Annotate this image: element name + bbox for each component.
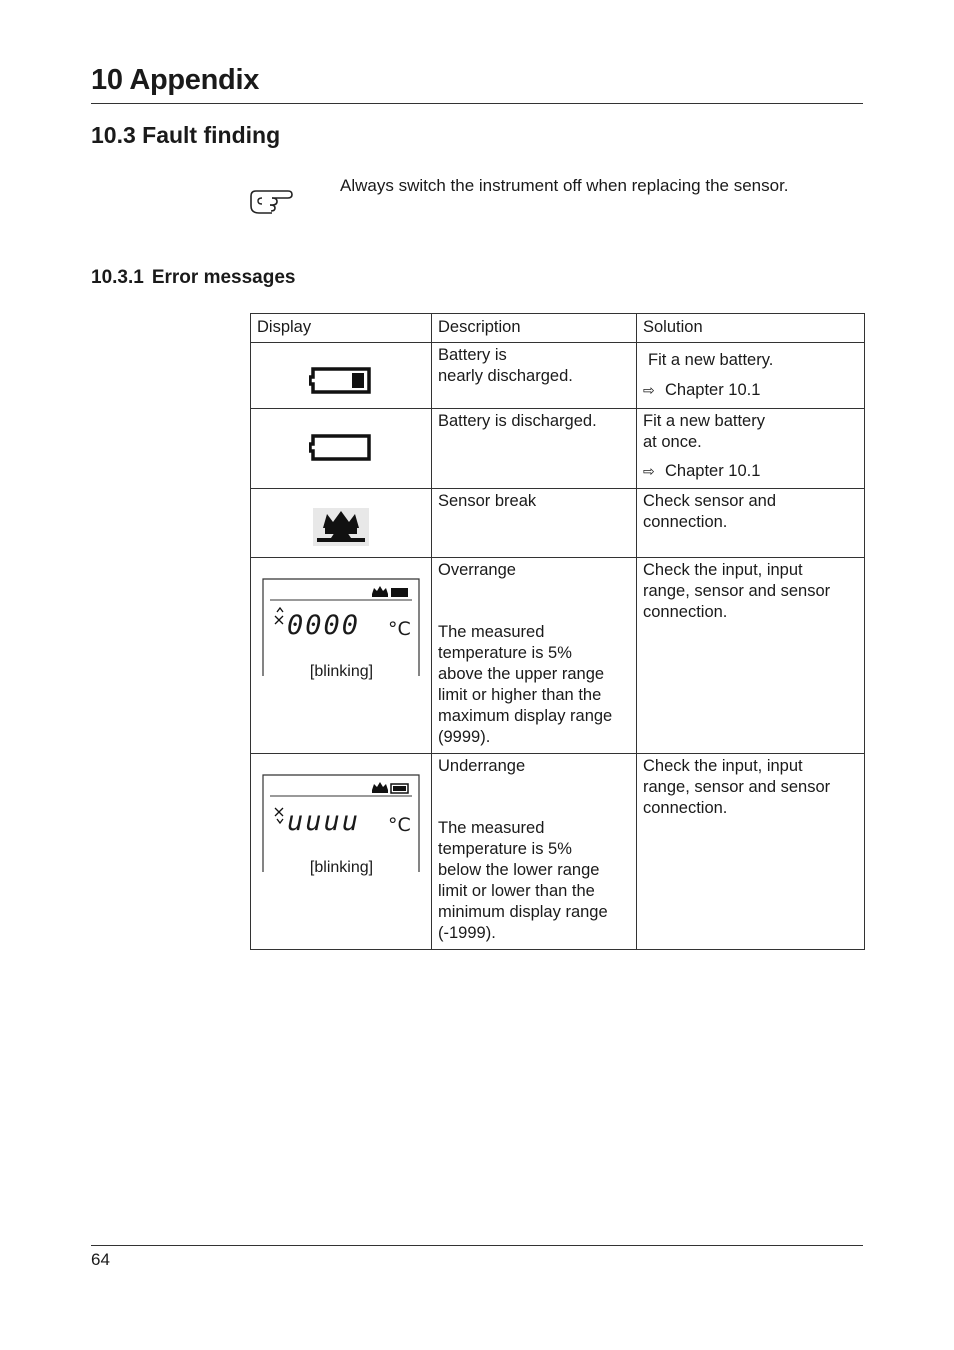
- description-cell: [432, 489, 637, 558]
- description-text: Sensor break: [438, 492, 537, 510]
- description-title: Overrange: [438, 561, 516, 579]
- description-cell: [432, 754, 637, 950]
- description-text: Battery is nearly discharged.: [438, 346, 573, 385]
- description-cell: [432, 558, 637, 754]
- column-header-description: Description: [432, 314, 637, 343]
- error-messages-table: [250, 313, 865, 950]
- chapter-reference: [643, 461, 858, 482]
- description-title: Underrange: [438, 757, 526, 775]
- solution-cell: [637, 343, 865, 409]
- solution-text: Check the input, input range, sensor and sensor connection.: [643, 561, 831, 621]
- page-number: 64: [91, 1250, 110, 1269]
- description-text: The measured temperature is 5% below the lower range limit or lower than the minimum display range (-1999).: [438, 819, 608, 942]
- column-header-display: Display: [251, 314, 432, 343]
- solution-cell: [637, 754, 865, 950]
- description-cell: [432, 343, 637, 409]
- display-cell: [251, 409, 432, 489]
- solution-text: Fit a new battery at once.: [643, 412, 765, 451]
- pointing-hand-icon: [248, 186, 294, 216]
- display-cell: [251, 343, 432, 409]
- lcd-digits: 0000: [287, 610, 361, 641]
- chapter-reference: [643, 380, 858, 401]
- column-header-solution: Solution: [637, 314, 865, 343]
- battery-empty-icon: [309, 430, 373, 463]
- note-text: Always switch the instrument off when replacing the sensor.: [340, 176, 789, 195]
- subsection-title: [91, 267, 295, 289]
- table-header-row: [251, 314, 865, 343]
- footer-divider: [91, 1245, 863, 1246]
- description-text: Battery is discharged.: [438, 412, 597, 430]
- chapter-reference-label: Chapter 10.1: [665, 462, 761, 480]
- description-text: The measured temperature is 5% above the upper range limit or higher than the maximum display range (9999).: [438, 623, 613, 746]
- description-cell: [432, 409, 637, 489]
- lcd-digits: uuuu: [287, 806, 361, 837]
- subsection-number: 10.3.1: [91, 267, 144, 288]
- solution-text: Check the input, input range, sensor and sensor connection.: [643, 757, 831, 817]
- display-caption: [blinking]: [309, 859, 374, 876]
- solution-text: Fit a new battery.: [648, 351, 774, 369]
- solution-cell: [637, 409, 865, 489]
- battery-low-icon: [309, 363, 373, 396]
- table-row: [251, 343, 865, 409]
- table-row: [251, 558, 865, 754]
- display-cell: [251, 754, 432, 950]
- chapter-divider: [91, 103, 863, 104]
- solution-cell: [637, 558, 865, 754]
- display-cell: [251, 489, 432, 558]
- table-row: [251, 409, 865, 489]
- display-cell: [251, 558, 432, 754]
- arrow-right-icon: ⇨: [643, 382, 655, 398]
- section-title: 10.3 Fault finding: [91, 122, 281, 148]
- solution-cell: [637, 489, 865, 558]
- chapter-title: 10 Appendix: [91, 64, 260, 96]
- table-row: [251, 754, 865, 950]
- arrow-right-icon: ⇨: [643, 463, 655, 479]
- sensor-break-icon: [313, 508, 369, 546]
- chapter-reference-label: Chapter 10.1: [665, 381, 761, 399]
- display-caption: [blinking]: [309, 663, 374, 680]
- solution-text: Check sensor and connection.: [643, 492, 776, 531]
- lcd-unit: °C: [388, 814, 411, 836]
- subsection-label: Error messages: [151, 267, 296, 288]
- lcd-unit: °C: [388, 618, 411, 640]
- table-row: [251, 489, 865, 558]
